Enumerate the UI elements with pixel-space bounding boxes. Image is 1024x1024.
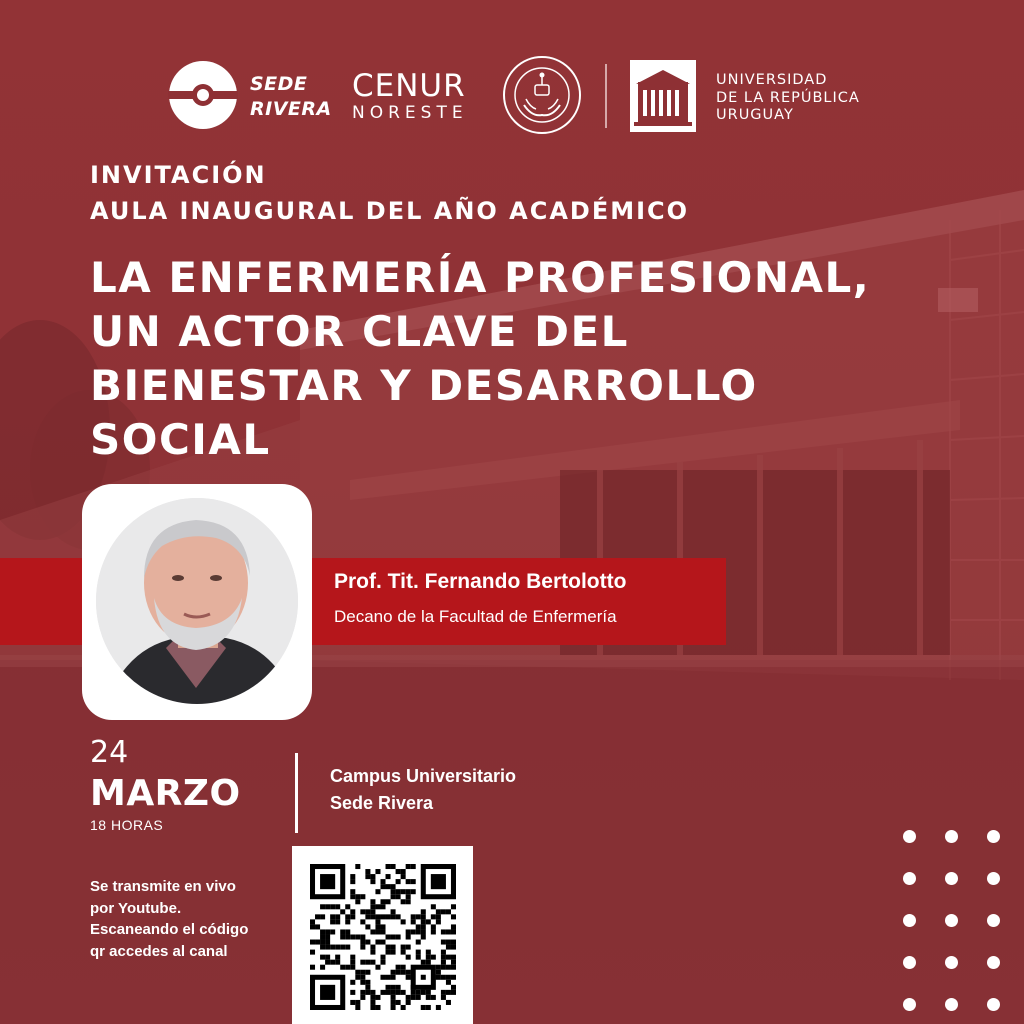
speaker-photo-card	[82, 484, 312, 720]
event-time: 18 HORAS	[90, 817, 164, 833]
decorative-dot	[945, 872, 958, 885]
decorative-dot	[945, 830, 958, 843]
decorative-dot	[987, 872, 1000, 885]
decorative-dot	[903, 830, 916, 843]
title-line: SOCIAL	[90, 415, 271, 464]
udelar-logo-text	[716, 72, 860, 125]
udelar-line2: DE LA REPÚBLICA	[716, 89, 860, 106]
facultad-enfermeria-seal-icon	[502, 55, 582, 135]
stream-note: Se transmite en vivo por Youtube. Escaneando el código qr accedes al canal	[90, 878, 249, 960]
title-line: BIENESTAR Y DESARROLLO	[90, 361, 758, 410]
venue-line2: Sede Rivera	[330, 793, 434, 813]
sede-line2: RIVERA	[250, 98, 332, 120]
decorative-dot	[945, 914, 958, 927]
main-title	[90, 251, 950, 467]
decorative-dot	[903, 998, 916, 1011]
speaker-role: Decano de la Facultad de Enfermería	[334, 607, 617, 626]
decorative-dot	[945, 956, 958, 969]
venue-line1: Campus Universitario	[330, 766, 517, 786]
speaker-name: Prof. Tit. Fernando Bertolotto	[334, 570, 627, 593]
decorative-dot	[987, 830, 1000, 843]
sede-rivera-logo-icon	[168, 60, 238, 130]
event-month: MARZO	[90, 773, 241, 814]
decorative-dot	[945, 998, 958, 1011]
event-subtitle: AULA INAUGURAL DEL AÑO ACADÉMICO	[90, 197, 690, 225]
cenur-line2: NORESTE	[352, 103, 468, 123]
decorative-dot	[987, 998, 1000, 1011]
qr-card[interactable]	[292, 846, 473, 1024]
decorative-dot	[987, 914, 1000, 927]
title-line: UN ACTOR CLAVE DEL	[90, 307, 629, 356]
decorative-dot	[987, 956, 1000, 969]
date-venue-divider	[295, 753, 298, 833]
decorative-dots	[903, 830, 1003, 1010]
decorative-dot	[903, 956, 916, 969]
udelar-line3: URUGUAY	[716, 107, 794, 123]
cenur-line1: CENUR	[352, 68, 466, 104]
udelar-building-logo-icon	[630, 60, 696, 132]
cenur-noreste-logo	[352, 70, 468, 123]
udelar-line1: UNIVERSIDAD	[716, 72, 828, 88]
invitation-label: INVITACIÓN	[90, 161, 267, 189]
event-day: 24	[90, 735, 129, 770]
logo-divider	[605, 64, 607, 128]
decorative-dot	[903, 914, 916, 927]
decorative-dot	[903, 872, 916, 885]
youtube-qr-code-icon[interactable]	[310, 864, 456, 1010]
sede-line1: SEDE	[250, 73, 308, 95]
sede-rivera-logo-text	[250, 72, 332, 122]
title-line: LA ENFERMERÍA PROFESIONAL,	[90, 253, 871, 302]
speaker-photo	[96, 498, 298, 704]
